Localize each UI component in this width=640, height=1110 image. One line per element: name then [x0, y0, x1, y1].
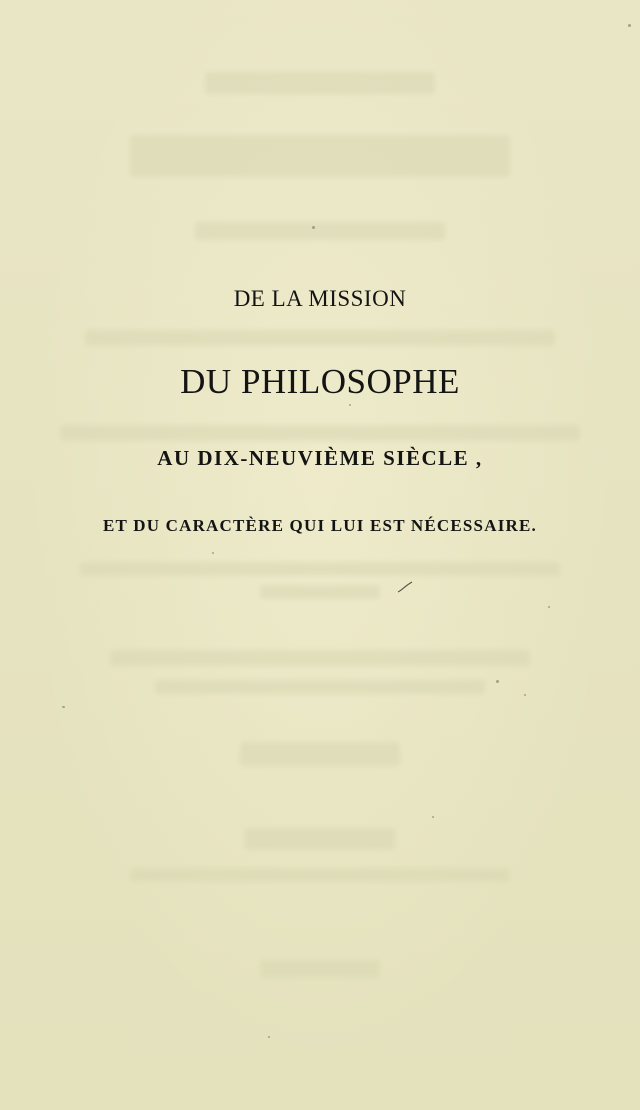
bleed-through-mark [60, 425, 580, 441]
paper-speck [268, 1036, 270, 1038]
title-line-de-la-mission: DE LA MISSION [233, 286, 407, 311]
paper-speck [432, 816, 434, 818]
bleed-through-mark [195, 222, 445, 240]
subtitle-line: AU DIX-NEUVIÈME SIÈCLE , [157, 446, 483, 470]
bleed-through-mark [80, 562, 560, 576]
paper-speck [312, 226, 315, 229]
subtitle-line-2: ET DU CARACTÈRE QUI LUI EST NÉCESSAIRE. [103, 516, 537, 535]
bleed-through-mark [260, 960, 380, 978]
pen-mark-icon [396, 580, 414, 594]
bleed-through-mark [240, 742, 400, 766]
bleed-through-mark [260, 585, 380, 599]
bleed-through-mark [110, 650, 530, 666]
paper-speck [524, 694, 526, 696]
bleed-through-mark [205, 72, 435, 94]
bleed-through-mark [130, 868, 510, 882]
paper-speck [349, 404, 351, 406]
bleed-through-mark [130, 135, 510, 177]
bleed-through-mark [245, 828, 395, 850]
paper-speck [496, 680, 499, 683]
paper-speck [548, 606, 550, 608]
paper-speck [62, 706, 65, 708]
paper-speck [212, 552, 214, 554]
bleed-through-mark [155, 680, 485, 694]
bleed-through-mark [85, 330, 555, 346]
paper-speck [628, 24, 631, 27]
main-title: DU PHILOSOPHE [180, 362, 460, 401]
